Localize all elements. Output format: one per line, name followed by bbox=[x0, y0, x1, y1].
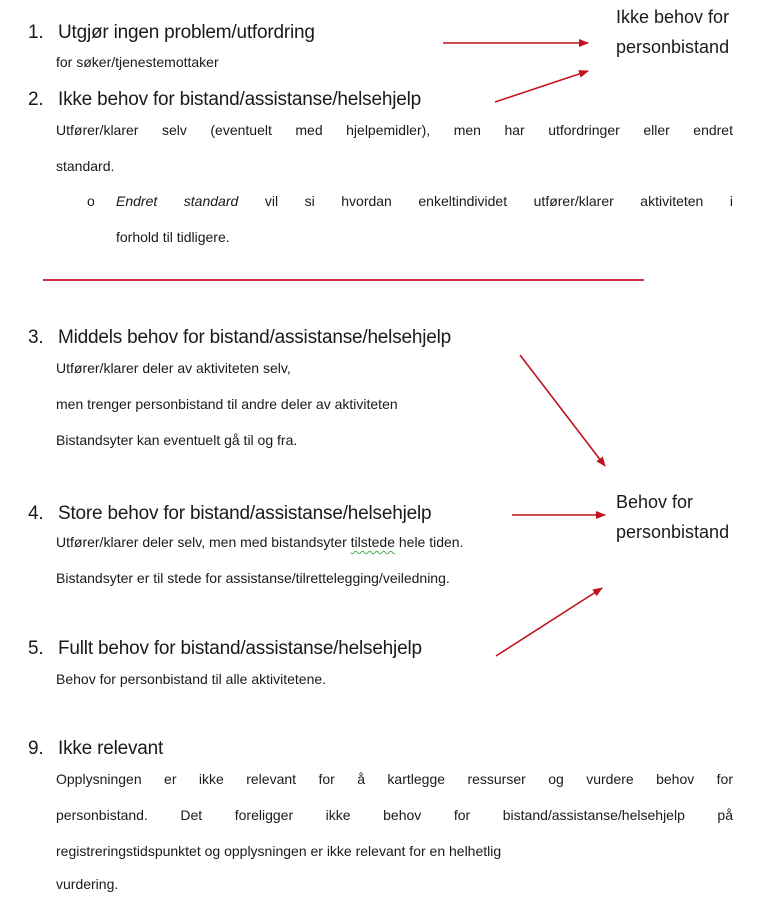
spellcheck-flagged-word[interactable]: tilstede bbox=[350, 534, 395, 550]
item-3-heading: 3. Middels behov for bistand/assistanse/helsehjelp bbox=[28, 327, 452, 348]
label-no-need-for-personal-assistance: Ikke behov for personbistand bbox=[616, 7, 730, 57]
item-2-heading: 2. Ikke behov for bistand/assistanse/helsehjelp bbox=[28, 89, 421, 110]
item-3-text-line-3: Bistandsyter kan eventuelt gå til og fra. bbox=[56, 432, 298, 448]
item-9-text-line-1: Opplysningen er ikke relevant for å kartlegge ressurser og vurdere behov for bbox=[56, 771, 733, 787]
item-4-heading: 4. Store behov for bistand/assistanse/helsehjelp bbox=[28, 503, 432, 524]
item-4-text-line-2: Bistandsyter er til stede for assistanse/tilrettelegging/veiledning. bbox=[56, 570, 450, 586]
italic-term: Endret standard bbox=[116, 193, 239, 209]
item-9-text-line-2: personbistand. Det foreligger ikke behov for bistand/assistanse/helsehjelp på bbox=[56, 807, 733, 823]
item-2-bullet-marker: o bbox=[87, 193, 95, 209]
item-5-text: Behov for personbistand til alle aktivitetene. bbox=[56, 671, 327, 687]
item-9-heading: 9. Ikke relevant bbox=[28, 738, 164, 759]
arrow-item5-to-need bbox=[496, 588, 602, 656]
item-9-text-line-4: vurdering. bbox=[56, 876, 119, 892]
item-3-text-line-1: Utfører/klarer deler av aktiviteten selv, bbox=[56, 360, 291, 376]
item-1-heading: 1. Utgjør ingen problem/utfordring bbox=[28, 22, 315, 43]
label-need-for-personal-assistance: Behov for personbistand bbox=[616, 492, 730, 542]
arrow-item3-to-need bbox=[520, 355, 605, 466]
item-5-heading: 5. Fullt behov for bistand/assistanse/helsehjelp bbox=[28, 638, 422, 659]
item-2-text-line-2: standard. bbox=[56, 158, 115, 174]
arrow-item2-to-no-need bbox=[495, 71, 588, 102]
item-1-text: for søker/tjenestemottaker bbox=[56, 54, 219, 70]
item-2-text-line-1: Utfører/klarer selv (eventuelt med hjelpemidler), men har utfordringer eller endret bbox=[56, 122, 733, 138]
item-9-text-line-3: registreringstidspunktet og opplysningen er ikke relevant for en helhetlig bbox=[56, 843, 502, 859]
item-2-bullet-line-1: Endret standard vil si hvordan enkeltindividet utfører/klarer aktiviteten i bbox=[116, 193, 733, 209]
item-3-text-line-2: men trenger personbistand til andre deler av aktiviteten bbox=[56, 396, 398, 412]
item-2-bullet-line-2: forhold til tidligere. bbox=[116, 229, 230, 245]
item-4-text-line-1: Utfører/klarer deler selv, men med bistandsyter tilstede hele tiden. bbox=[56, 534, 464, 550]
